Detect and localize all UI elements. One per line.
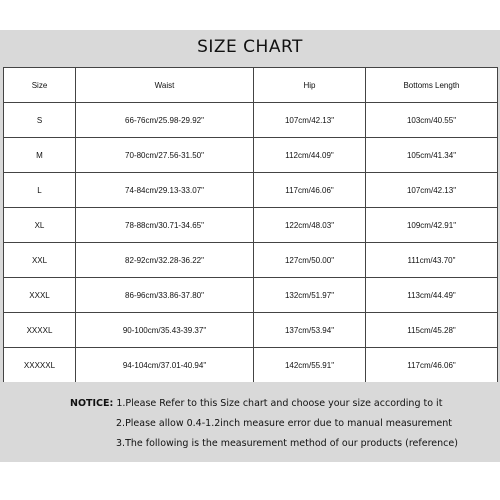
notice-line-1 [70,398,442,409]
cell-waist: 78-88cm/30.71-34.65" [76,208,254,243]
notice-line-2 [116,418,452,429]
table-row [4,103,498,138]
table-row [4,208,498,243]
cell-waist: 74-84cm/29.13-33.07" [76,173,254,208]
cell-hip: 117cm/46.06" [254,173,366,208]
cell-size: S [4,103,76,138]
table-row [4,278,498,313]
table-row [4,313,498,348]
notice-section [0,382,500,462]
table-row [4,138,498,173]
cell-hip: 112cm/44.09" [254,138,366,173]
cell-hip: 142cm/55.91" [254,348,366,383]
notice-label: NOTICE: [70,398,114,409]
notice-text: 3.The following is the measurement method of our products (reference) [116,438,458,449]
cell-bottoms-length: 117cm/46.06" [366,348,498,383]
table-header-row [4,68,498,103]
cell-bottoms-length: 105cm/41.34" [366,138,498,173]
header-bottoms-length: Bottoms Length [366,68,498,103]
cell-size: M [4,138,76,173]
table-row [4,348,498,383]
cell-size: XXXXL [4,313,76,348]
cell-size: XXXXXL [4,348,76,383]
cell-hip: 132cm/51.97" [254,278,366,313]
cell-size: XXXL [4,278,76,313]
header-waist: Waist [76,68,254,103]
cell-bottoms-length: 111cm/43.70" [366,243,498,278]
notice-text: 1.Please Refer to this Size chart and choose your size according to it [116,398,443,409]
cell-hip: 107cm/42.13" [254,103,366,138]
cell-bottoms-length: 113cm/44.49" [366,278,498,313]
cell-hip: 122cm/48.03" [254,208,366,243]
cell-waist: 90-100cm/35.43-39.37" [76,313,254,348]
size-table-container [0,64,500,382]
cell-waist: 70-80cm/27.56-31.50" [76,138,254,173]
cell-waist: 82-92cm/32.28-36.22" [76,243,254,278]
title-band [0,30,500,64]
cell-bottoms-length: 109cm/42.91" [366,208,498,243]
notice-text: 2.Please allow 0.4-1.2inch measure error due to manual measurement [116,418,453,429]
header-hip: Hip [254,68,366,103]
cell-hip: 137cm/53.94" [254,313,366,348]
cell-bottoms-length: 107cm/42.13" [366,173,498,208]
table-row [4,243,498,278]
cell-waist: 94-104cm/37.01-40.94" [76,348,254,383]
cell-bottoms-length: 103cm/40.55" [366,103,498,138]
cell-waist: 66-76cm/25.98-29.92" [76,103,254,138]
cell-hip: 127cm/50.00" [254,243,366,278]
cell-bottoms-length: 115cm/45.28" [366,313,498,348]
cell-size: L [4,173,76,208]
notice-line-3 [116,438,458,449]
cell-size: XXL [4,243,76,278]
cell-size: XL [4,208,76,243]
size-table [3,67,498,383]
table-row [4,173,498,208]
page-title: SIZE CHART [197,37,303,57]
header-size: Size [4,68,76,103]
cell-waist: 86-96cm/33.86-37.80" [76,278,254,313]
